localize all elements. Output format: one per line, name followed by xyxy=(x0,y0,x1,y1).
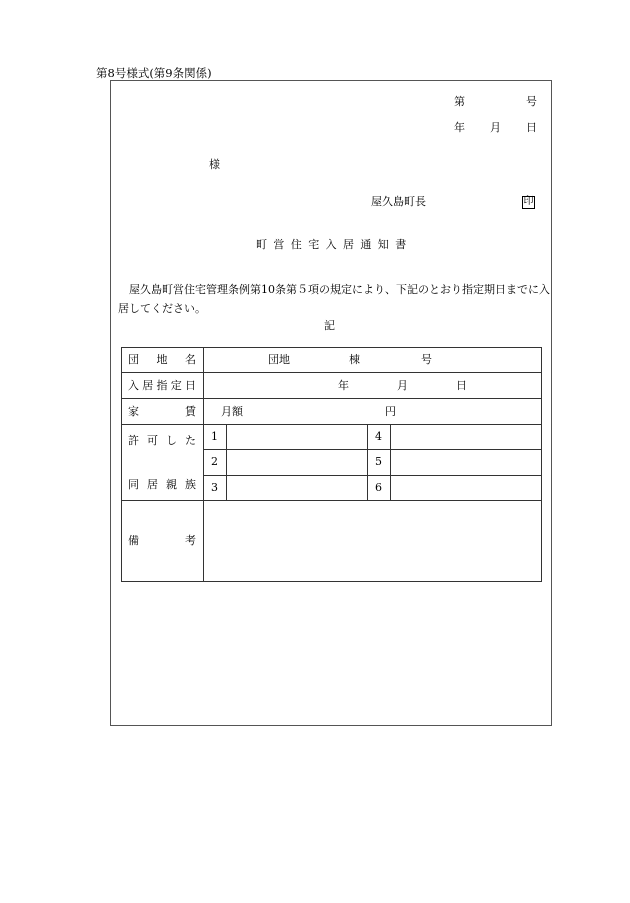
complex-name-label: 団 地 名 xyxy=(128,353,196,366)
seal-mark: 印 xyxy=(523,196,534,207)
body-text: 屋久島町営住宅管理条例第10条第５項の規定により、下記のとおり指定期日までに入居してください。 xyxy=(118,283,550,315)
family-label-line2: 同 居 親 族 xyxy=(128,478,196,491)
family-number-5: 5 xyxy=(375,455,382,468)
form-number: 第8号様式(第9条関係) xyxy=(96,66,212,80)
number-prefix: 第 xyxy=(454,95,465,108)
remarks-label: 備 考 xyxy=(128,534,196,547)
family-label-line1: 許 可 し た xyxy=(128,434,196,447)
date-year: 年 xyxy=(454,121,465,134)
family-number-1: 1 xyxy=(211,430,218,443)
record-table xyxy=(121,347,542,582)
move-in-month: 月 xyxy=(397,379,408,392)
move-in-date-label: 入 居 指 定 日 xyxy=(128,379,196,392)
document-title: 町営住宅入居通知書 xyxy=(256,238,413,251)
family-number-2: 2 xyxy=(211,455,218,468)
rent-monthly: 月額 xyxy=(221,405,243,418)
building-text: 棟 xyxy=(349,353,360,366)
date-day: 日 xyxy=(526,121,537,134)
family-number-3: 3 xyxy=(211,481,218,494)
number-suffix: 号 xyxy=(526,95,537,108)
date-month: 月 xyxy=(490,121,501,134)
recipient-suffix: 様 xyxy=(209,158,220,171)
issuer: 屋久島町長 xyxy=(371,195,426,208)
rent-yen: 円 xyxy=(385,405,396,418)
move-in-day: 日 xyxy=(456,379,467,392)
complex-text: 団地 xyxy=(268,353,290,366)
family-number-6: 6 xyxy=(375,481,382,494)
rent-label: 家 賃 xyxy=(128,405,196,418)
move-in-year: 年 xyxy=(338,379,349,392)
family-number-4: 4 xyxy=(375,430,382,443)
unit-text: 号 xyxy=(421,353,432,366)
ki-label: 記 xyxy=(324,319,335,332)
